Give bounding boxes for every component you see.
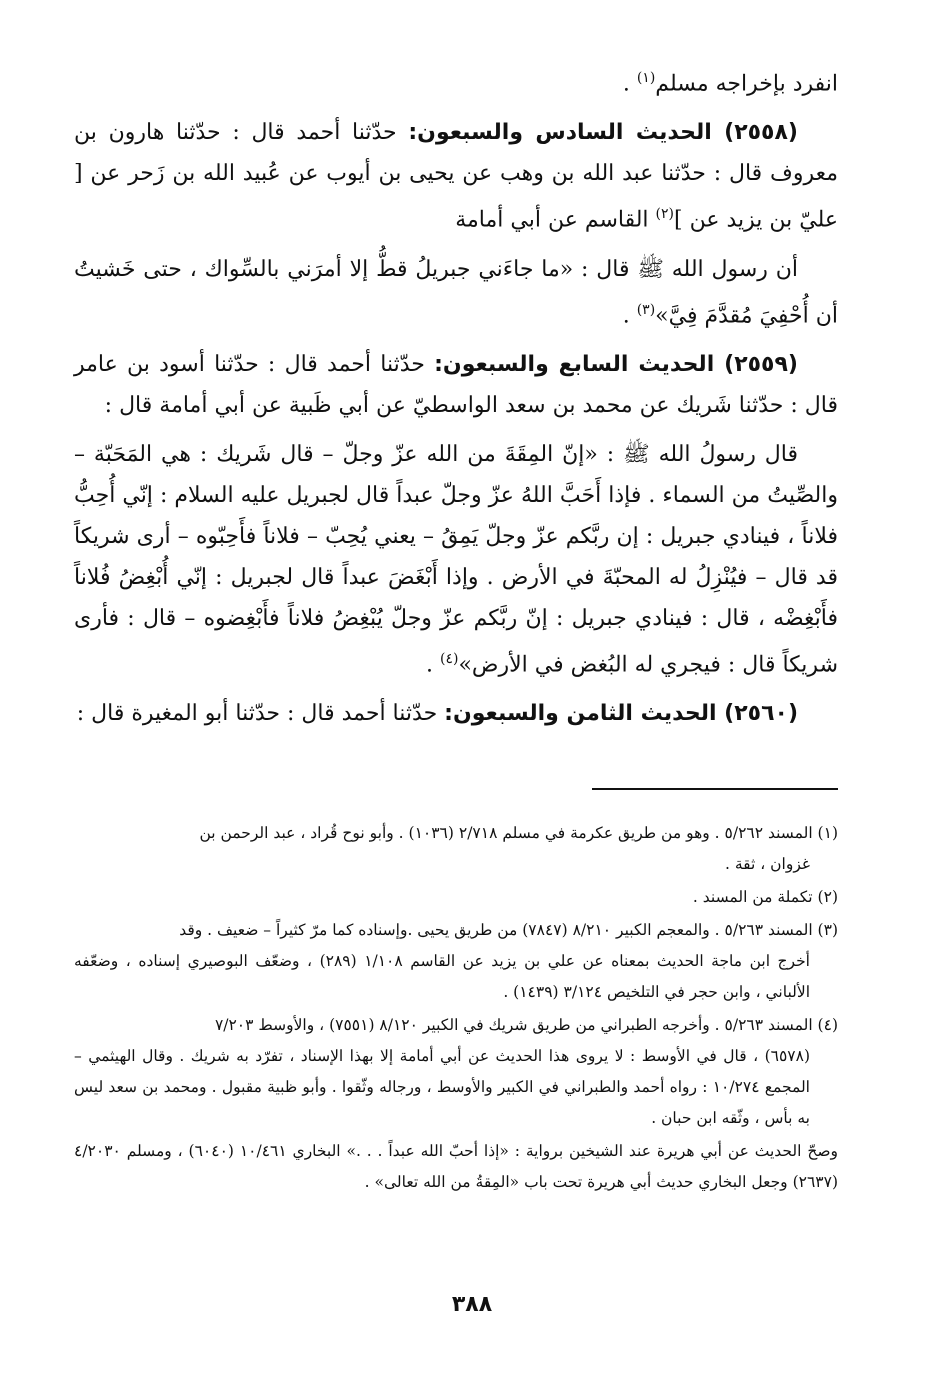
- footnote-1-text: (١) المسند ٥/٢٦٢ . وهو من طريق عكرمة في مسلم ٢/٧١٨ (١٠٣٦) . وأبو نوح قُراد ، عبد الرحمن بن: [199, 824, 838, 842]
- footnote-4: [74, 1010, 838, 1134]
- footnote-2-text: (٢) تكملة من المسند .: [692, 888, 838, 906]
- footnote-4-cont: (٦٥٧٨) ، قال في الأوسط : لا يروى هذا الحديث عن أبي أمامة إلا بهذا الإسناد ، تفرّد به شريك . وقال الهيثمي – المجمع ١٠/٢٧٤ : رواه أحمد والطبراني في الكبير والأوسط ، ورجاله وثّقوا . وأبو ظبية مقبول . ومحمد بن سعد ليس به بأس ، وثّقه ابن حبان .: [74, 1047, 810, 1127]
- hadith-2558-matn: [74, 249, 838, 336]
- footnote-3-text: (٣) المسند ٥/٢٦٣ . والمعجم الكبير ٨/٢١٠ (٧٨٤٧) من طريق يحيى .وإسناده كما مرّ كثيراً – ضعيف . وقد: [179, 921, 838, 939]
- main-text: [74, 58, 838, 734]
- intro-end: .: [622, 71, 637, 97]
- footnote-4-extra: [74, 1136, 838, 1198]
- footnote-3-cont: أخرج ابن ماجة الحديث بمعناه عن علي بن يزيد عن القاسم ١/١٠٨ (٢٨٩) ، وضعّف البوصيري إسناده ، وضعّفه الألباني ، وابن حجر في التلخيص ٣/١٢٤ (١٤٣٩) .: [74, 952, 810, 1001]
- paragraph-intro: [74, 58, 838, 104]
- hadith-2558-text: أن رسول الله ﷺ قال : «ما جاءَني جبريلُ قطُّ إلا أمرَني بالسِّواك ، حتى خَشيتُ أن أُحْفِيَ مُقدَّمَ فِيَّ»: [74, 256, 838, 328]
- hadith-2558-chain-end: القاسم عن أبي أمامة: [455, 207, 656, 233]
- footnote-1-cont: غزوان ، ثقة .: [724, 855, 810, 873]
- hadith-2559-matn: [74, 434, 838, 685]
- hadith-2558-title: (٢٥٥٨) الحديث السادس والسبعون:: [408, 120, 798, 146]
- footnote-4-extra-text: وصحّ الحديث عن أبي هريرة عند الشيخين برواية : «إذا أحبّ الله عبداً . . .» البخاري ١٠/٤٦١ (٦٠٤٠) ، ومسلم ٤/٢٠٣٠ (٢٦٣٧) وجعل البخاري حديث أبي هريرة تحت باب «المِقةُ من الله تعالى» .: [74, 1142, 838, 1191]
- hadith-2559-isnad: [74, 344, 838, 426]
- hadith-2560-chain: حدّثنا أحمد قال : حدّثنا أبو المغيرة قال :: [76, 701, 445, 727]
- hadith-2559-chain: حدّثنا أحمد قال : حدّثنا أسود بن عامر قال : حدّثنا شَريك عن محمد بن سعد الواسطيّ عن أبي ظَبية عن أبي أمامة قال :: [74, 351, 838, 418]
- footnote-ref-3[interactable]: (٣): [636, 301, 656, 318]
- hadith-2558-chain: حدّثنا أحمد قال : حدّثنا هارون بن معروف قال : حدّثنا عبد الله بن وهب عن يحيى بن أيوب عن عُبيد الله بن زَحر عن [ عليّ بن يزيد عن ]: [74, 120, 838, 233]
- hadith-2560-isnad: [74, 693, 838, 734]
- footnote-3: [74, 915, 838, 1008]
- footnote-divider: [592, 788, 838, 790]
- footnote-ref-1[interactable]: (١): [636, 70, 656, 86]
- hadith-2559-text: قال رسولُ الله ﷺ : «إنّ المِقَةَ من الله عزّ وجلّ – قال شَريك : هي المَحَبّة – والصِّيتُ من السماء . فإذا أَحَبَّ اللهُ عزّ وجلّ عبداً قال لجبريل عليه السلام : إنّي أُحِبُّ فلاناً ، فينادي جبريل : إن ربَّكم عزّ وجلّ يَمِقُ – يعني يُحِبّ – فلاناً فأَحِبّوه – أرى شريكاً قد قال – فيُنْزِلُ له المحبّةَ في الأرض . وإذا أَبْغَضَ عبداً قال لجبريل : إنّي أُبْغِضُ فُلاناً فأَبْغِضْه ، قال : فينادي جبريل : إنّ ربَّكم عزّ وجلّ يُبْغِضُ فلاناً فأَبْغِضوه – قال : فأرى شريكاً قال : فيجري له البُغض في الأرض»: [74, 441, 838, 678]
- footnote-4-text: (٤) المسند ٥/٢٦٣ . وأخرجه الطبراني من طريق شريك في الكبير ٨/١٢٠ (٧٥٥١) ، والأوسط ٧/٢٠٣: [214, 1016, 838, 1034]
- hadith-2559-title: (٢٥٥٩) الحديث السابع والسبعون:: [434, 351, 798, 377]
- intro-text: انفرد بإخراجه مسلم: [655, 71, 838, 97]
- page-number: ٣٨٨: [451, 1292, 493, 1317]
- footnote-ref-4[interactable]: (٤): [439, 650, 459, 667]
- footnote-1: [74, 818, 838, 880]
- footnotes: [74, 818, 838, 1200]
- hadith-2560-title: (٢٥٦٠) الحديث الثامن والسبعون:: [444, 701, 798, 727]
- footnote-2: [74, 882, 838, 913]
- hadith-2559-end: .: [425, 652, 440, 678]
- footnote-ref-2[interactable]: (٢): [655, 206, 675, 223]
- hadith-2558-isnad: [74, 112, 838, 240]
- hadith-2558-end: .: [622, 302, 637, 328]
